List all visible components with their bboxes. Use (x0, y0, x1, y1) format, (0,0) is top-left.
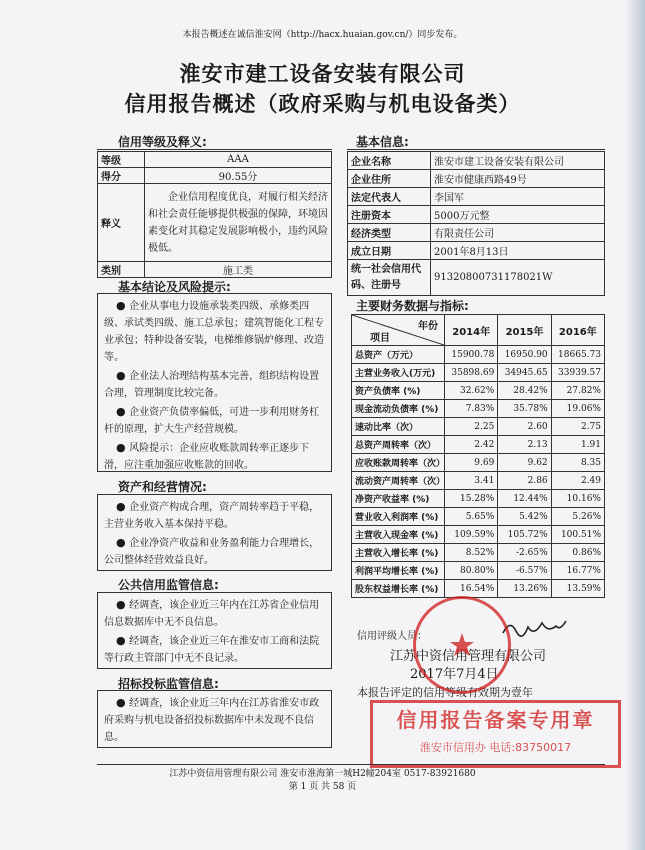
finance-value-cell: 3.41 (445, 472, 498, 490)
list-item: ● 经调查，该企业近三年内在江苏省淮安市政府采购与机电设备招投标数据库中未发现不良信息。 (104, 696, 320, 743)
divider (97, 149, 332, 150)
finance-row (352, 418, 605, 436)
public-heading: 公共信用监管信息: (118, 578, 219, 592)
finance-value-cell: 28.42% (498, 382, 551, 400)
finance-value-cell: 32.62% (445, 382, 498, 400)
finance-row (352, 454, 605, 472)
basic-row (348, 224, 605, 242)
basic-row (348, 242, 605, 260)
basic-value: 李国军 (431, 188, 605, 206)
year-col-header: 2015年 (498, 315, 551, 346)
top-note: 本报告概述在诚信淮安网（http://hacx.huaian.gov.cn/）同步发布。 (182, 30, 463, 40)
footer-page-number: 第 1 页 共 58 页 (288, 782, 357, 792)
basic-heading: 基本信息: (356, 135, 409, 149)
finance-item-label: 资产负债率 (%) (352, 382, 445, 400)
public-box (97, 592, 332, 669)
finance-value-cell: 33939.57 (551, 364, 604, 382)
finance-row (352, 562, 605, 580)
assets-heading: 资产和经营情况: (118, 480, 207, 494)
finance-value-cell: 15900.78 (445, 346, 498, 364)
grade-label: 等级 (98, 152, 145, 168)
list-item: ● 企业从事电力设施承装类四级、承修类四级、承试类四级、施工总承包；建筑智能化工程专业承包；特种设备安装，电梯维修锅炉修理、改造等。 (104, 299, 324, 363)
finance-value-cell: 1.91 (551, 436, 604, 454)
finance-value-cell: 16950.90 (498, 346, 551, 364)
list-item: ● 经调查，该企业近三年在淮安市工商和法院等行政主管部门中无不良记录。 (104, 634, 320, 664)
bullet-icon: ● (116, 441, 130, 454)
assets-box (97, 494, 332, 571)
finance-value-cell: 2.42 (445, 436, 498, 454)
bidding-heading: 招标投标监管信息: (118, 677, 219, 691)
finance-value-cell: -2.65% (498, 544, 551, 562)
signing-date: 2017年7月4日 (410, 667, 499, 682)
year-header: 年份 (418, 321, 438, 332)
finance-value-cell: 5.65% (445, 508, 498, 526)
finance-value-cell: 27.82% (551, 382, 604, 400)
year-col-header: 2014年 (445, 315, 498, 346)
finance-item-label: 净资产收益率 (%) (352, 490, 445, 508)
list-item: ● 经调查，该企业近三年内在江苏省企业信用信息数据库中无不良信息。 (104, 598, 320, 628)
conclusion-heading: 基本结论及风险提示: (118, 280, 231, 294)
finance-value-cell: 16.54% (445, 580, 498, 598)
signing-company: 江苏中资信用管理有限公司 (390, 649, 547, 664)
finance-value-cell: 10.16% (551, 490, 604, 508)
credit-row-score (98, 168, 332, 184)
list-item: ● 风险提示：企业应收账款周转率正逐步下滑，应注重加强应收账款的回收。 (104, 441, 310, 471)
finance-item-label: 主营收入增长率 (%) (352, 544, 445, 562)
finance-item-label: 主营收入现金率 (%) (352, 526, 445, 544)
finance-item-label: 总资产（万元） (352, 346, 445, 364)
finance-value-cell: 2.13 (498, 436, 551, 454)
finance-value-cell: 9.62 (498, 454, 551, 472)
list-item: ● 企业资产构成合理，资产周转率趋于平稳，主营业务收入基本保持平稳。 (104, 500, 320, 530)
basic-value: 淮安市建工设备安装有限公司 (431, 152, 605, 170)
basic-row (348, 152, 605, 170)
finance-value-cell: 2.86 (498, 472, 551, 490)
basic-value: 2001年8月13日 (431, 242, 605, 260)
footer-divider (97, 764, 605, 765)
finance-table (351, 314, 605, 598)
finance-row (352, 526, 605, 544)
finance-value-cell: 35.78% (498, 400, 551, 418)
finance-item-label: 流动资产周转率（次） (352, 472, 445, 490)
bullet-icon: ● (116, 598, 130, 611)
finance-value-cell: 15.28% (445, 490, 498, 508)
finance-value-cell: 7.83% (445, 400, 498, 418)
finance-row (352, 544, 605, 562)
finance-row (352, 490, 605, 508)
bullet-icon: ● (116, 500, 130, 513)
bullet-icon: ● (116, 634, 130, 647)
report-title-company: 淮安市建工设备安装有限公司 (179, 61, 466, 86)
credit-table (97, 151, 332, 278)
finance-row (352, 364, 605, 382)
diagonal-header-cell (352, 315, 445, 346)
basic-label: 成立日期 (348, 242, 431, 260)
finance-value-cell: 16.77% (551, 562, 604, 580)
bullet-icon: ● (116, 696, 130, 709)
bullet-icon: ● (116, 405, 130, 418)
finance-value-cell: 18665.73 (551, 346, 604, 364)
item-header: 项目 (370, 333, 390, 344)
finance-row (352, 346, 605, 364)
basic-label: 企业住所 (348, 170, 431, 188)
finance-value-cell: 2.25 (445, 418, 498, 436)
finance-row (352, 382, 605, 400)
finance-item-label: 现金流动负债率 (%) (352, 400, 445, 418)
category-label: 类别 (98, 262, 145, 278)
finance-value-cell: -6.57% (498, 562, 551, 580)
credit-row-category (98, 262, 332, 278)
finance-item-label: 总资产周转率（次） (352, 436, 445, 454)
finance-header-row (352, 315, 605, 346)
reviewer-label: 信用评级人员： (357, 631, 427, 642)
bullet-icon: ● (116, 369, 130, 382)
meaning-label: 释义 (98, 184, 145, 262)
score-label: 得分 (98, 168, 145, 184)
finance-heading: 主要财务数据与指标: (356, 299, 469, 313)
footer-contact: 江苏中资信用管理有限公司 淮安市淮海第一城H2幢204室 0517-83921680 (169, 769, 476, 779)
filing-seal-subtext: 淮安市信用办 电话:83750017 (419, 741, 572, 754)
basic-label: 统一社会信用代码、注册号 (348, 260, 431, 296)
finance-value-cell: 34945.65 (498, 364, 551, 382)
finance-row (352, 508, 605, 526)
bullet-icon: ● (116, 536, 130, 549)
list-item: ● 企业资产负债率偏低，可进一步利用财务杠杆的原理，扩大生产经营规模。 (104, 405, 320, 435)
finance-value-cell: 8.52% (445, 544, 498, 562)
finance-value-cell: 0.86% (551, 544, 604, 562)
conclusion-box (97, 293, 332, 472)
list-item: ● 企业净资产收益和业务盈利能力合理增长，公司整体经营效益良好。 (104, 536, 320, 566)
basic-value: 5000万元整 (431, 206, 605, 224)
credit-heading: 信用等级及释义: (118, 135, 207, 149)
finance-row (352, 580, 605, 598)
category-value: 施工类 (145, 262, 332, 278)
round-company-seal (413, 596, 511, 694)
finance-item-label: 利润平均增长率 (%) (352, 562, 445, 580)
basic-label: 经济类型 (348, 224, 431, 242)
finance-value-cell: 19.06% (551, 400, 604, 418)
finance-item-label: 应收账款周转率（次） (352, 454, 445, 472)
finance-value-cell: 2.49 (551, 472, 604, 490)
finance-item-label: 股东权益增长率 (%) (352, 580, 445, 598)
basic-label: 注册资本 (348, 206, 431, 224)
finance-row (352, 472, 605, 490)
report-title-type: 信用报告概述（政府采购与机电设备类） (124, 91, 521, 116)
basic-value: 91320800731178021W (431, 260, 605, 296)
finance-row (352, 436, 605, 454)
basic-label: 法定代表人 (348, 188, 431, 206)
basic-row (348, 206, 605, 224)
basic-row (348, 260, 605, 296)
finance-value-cell: 13.26% (498, 580, 551, 598)
meaning-value: 企业信用程度优良，对履行相关经济和社会责任能够提供极强的保障，环境因素变化对其稳定发展影响极小，违约风险极低。 (145, 184, 332, 262)
basic-row (348, 170, 605, 188)
seal-star-icon (416, 599, 508, 691)
basic-label: 企业名称 (348, 152, 431, 170)
finance-value-cell: 12.44% (498, 490, 551, 508)
finance-value-cell: 5.26% (551, 508, 604, 526)
finance-item-label: 速动比率（次） (352, 418, 445, 436)
finance-value-cell: 35898.69 (445, 364, 498, 382)
finance-value-cell: 13.59% (551, 580, 604, 598)
finance-value-cell: 105.72% (498, 526, 551, 544)
finance-value-cell: 100.51% (551, 526, 604, 544)
finance-value-cell: 5.42% (498, 508, 551, 526)
finance-value-cell: 2.60 (498, 418, 551, 436)
bidding-box (97, 690, 332, 748)
finance-value-cell: 2.75 (551, 418, 604, 436)
finance-item-label: 营业收入利润率 (%) (352, 508, 445, 526)
finance-body (352, 346, 605, 598)
score-value: 90.55分 (145, 168, 332, 184)
credit-row-grade (98, 152, 332, 168)
finance-value-cell: 8.35 (551, 454, 604, 472)
basic-row (348, 188, 605, 206)
finance-item-label: 主营业务收入(万元) (352, 364, 445, 382)
divider (347, 149, 605, 150)
basic-value: 淮安市健康西路49号 (431, 170, 605, 188)
list-item: ● 企业法人治理结构基本完善，组织结构设置合理，管理制度比较完备。 (104, 369, 320, 399)
basic-value: 有限责任公司 (431, 224, 605, 242)
bullet-icon: ● (116, 299, 130, 312)
validity-note: 本报告评定的信用等级有效期为壹年 (357, 686, 533, 699)
finance-value-cell: 109.59% (445, 526, 498, 544)
filing-seal-text: 信用报告备案专用章 (396, 708, 595, 732)
finance-value-cell: 80.80% (445, 562, 498, 580)
page-edge-shadow (625, 0, 645, 850)
filing-seal (370, 700, 621, 768)
finance-row (352, 400, 605, 418)
basic-table (347, 151, 605, 296)
year-col-header: 2016年 (551, 315, 604, 346)
credit-row-meaning (98, 184, 332, 262)
grade-value: AAA (145, 152, 332, 168)
finance-value-cell: 9.69 (445, 454, 498, 472)
